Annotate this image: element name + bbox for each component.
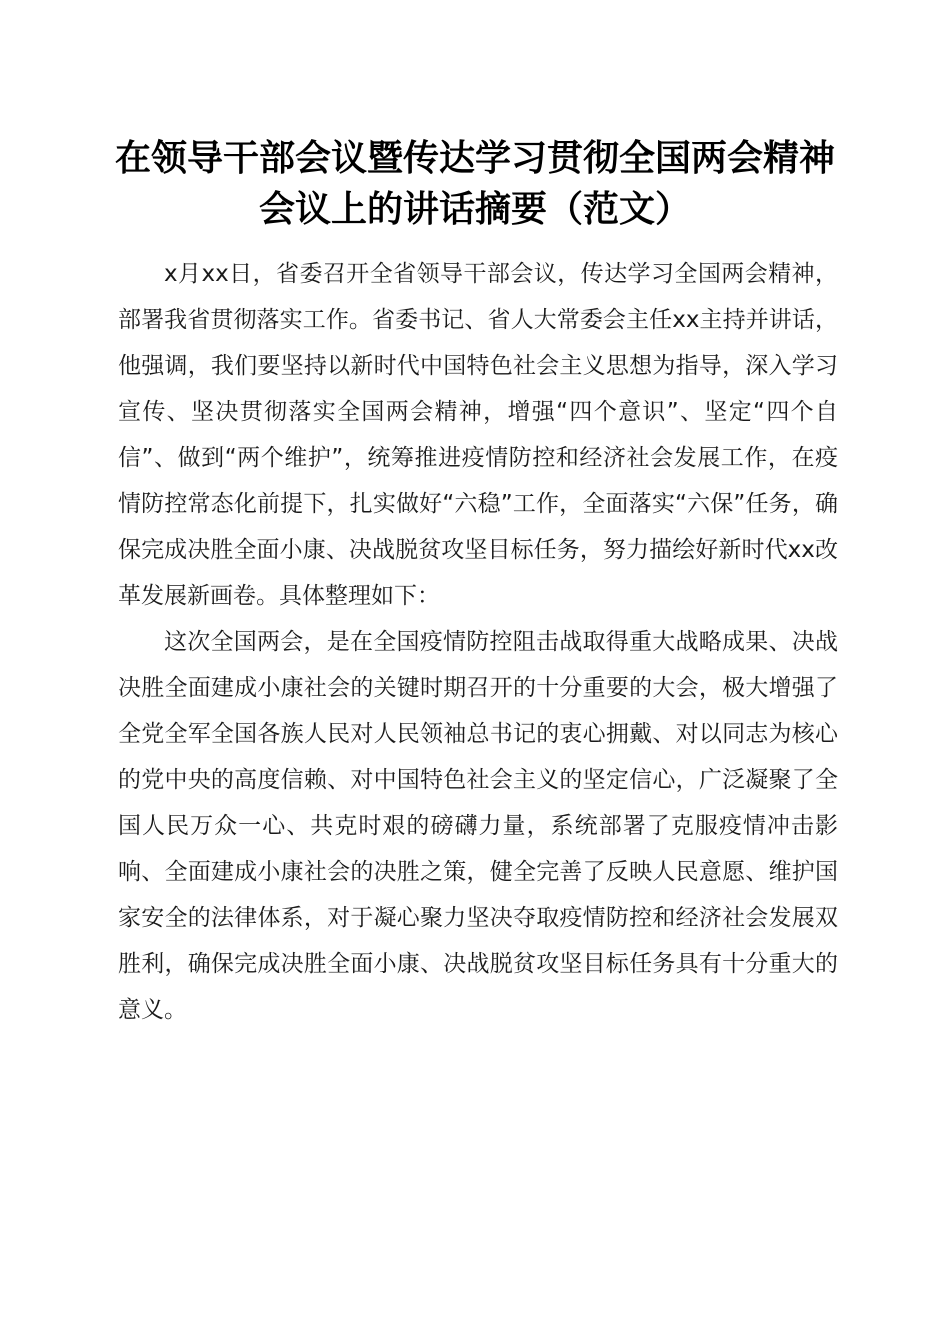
title-line-1: 在领导干部会议暨传达学习贯彻全国两会精神 — [114, 137, 835, 179]
paragraph-1: x月xx日，省委召开全省领导干部会议，传达学习全国两会精神，部署我省贯彻落实工作。省委书记、省人大常委会主任xx主持并讲话，他强调，我们要坚持以新时代中国特色社会主义思想为指导，深入学习宣传、坚决贯彻落实全国两会精神，增强“四个意识”、坚定“四个自信”、做到“两个维护”，统筹推进疫情防控和经济社会发展工作，在疫情防控常态化前提下，扎实做好“六稳”工作，全面落实“六保”任务，确保完成决胜全面小康、决战脱贫攻坚目标任务，努力描绘好新时代xx改革发展新画卷。具体整理如下： — [118, 261, 838, 609]
title-line-2: 会议上的讲话摘要（范文） — [258, 188, 691, 230]
paragraph-2: 这次全国两会，是在全国疫情防控阻击战取得重大战略成果、决战决胜全面建成小康社会的关键时期召开的十分重要的大会，极大增强了全党全军全国各族人民对人民领袖总书记的衷心拥戴、对以同志为核心的党中央的高度信赖、对中国特色社会主义的坚定信心，广泛凝聚了全国人民万众一心、共克时艰的磅礴力量，系统部署了克服疫情冲击影响、全面建成小康社会的决胜之策，健全完善了反映人民意愿、维护国家安全的法律体系，对于凝心聚力坚决夺取疫情防控和经济社会发展双胜利，确保完成决胜全面小康、决战脱贫攻坚目标任务具有十分重大的意义。 — [118, 629, 838, 1023]
document-title — [100, 133, 850, 235]
document-body — [118, 251, 838, 1033]
